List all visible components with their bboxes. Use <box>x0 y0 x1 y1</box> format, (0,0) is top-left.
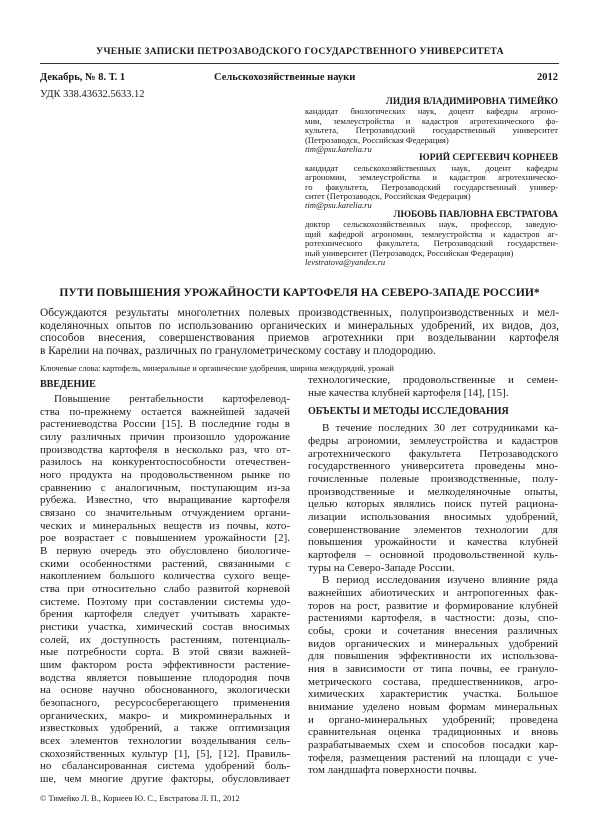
text-line: том ландшафта поверхности почвы. <box>308 764 477 777</box>
text-line: туры на Северо-Западе России. <box>308 561 455 574</box>
abstract-line: способов внесения, совершенствования приемов агротехники при возделывании картофеля <box>40 332 559 345</box>
authors-block <box>305 98 558 267</box>
text-line: органических, макро- и микроминеральных и <box>40 709 290 722</box>
author-affiliation-line: го факультета, Петрозаводский государственный универ- <box>305 181 558 192</box>
abstract-line: в Карелии на почвах, различных по гранулометрическому составу и плодородию. <box>40 344 436 357</box>
left-column <box>40 379 290 786</box>
text-line: производственные и мелкоделяночные опыты, <box>308 485 558 498</box>
text-line: картофеля – основной продовольственной куль- <box>308 549 558 562</box>
text-line: системе. Поэтому при составлении системы удо- <box>40 595 290 608</box>
text-line: растениями картофеля, в частности: дозы, спо- <box>308 612 558 625</box>
text-line: солей, их доступность растениям, потенциаль- <box>40 633 290 646</box>
methods-paragraph-2 <box>308 574 558 777</box>
text-line: производства картофеля в несколько раз, что от- <box>40 443 290 456</box>
author-affiliation-line: культета, Петрозаводский государственный университет <box>305 125 558 136</box>
text-line: известковых удобрений, а также оптимизация <box>40 722 290 735</box>
text-line: тофеля, размещения растений на площади с уче- <box>308 751 558 764</box>
text-line: скими особенностями растений, связанными с <box>40 557 290 570</box>
text-line: сравнению с аналогичным, поступающим из-за <box>40 481 290 494</box>
text-line: но сбалансированная система удобрений боль- <box>40 760 290 773</box>
abstract <box>40 307 559 357</box>
text-line: повышения урожайности и качества клубней <box>308 536 558 549</box>
text-line: ческих и минеральных веществ из почвы, кото- <box>40 519 290 532</box>
author-affiliation-line: щий кафедрой агрономии, землеустройства и кадастров аг- <box>305 228 558 239</box>
text-line: растениеводства России [15]. В последние годы в <box>40 418 290 431</box>
text-line: собы, сроки и сочетания внесения различных <box>308 625 558 638</box>
text-line: внимание уделено новым формам минеральных <box>308 701 558 714</box>
author-email: tim@psu.karelia.ru <box>305 144 372 155</box>
text-line: лизации использования вносимых удобрений, <box>308 511 558 524</box>
author-affiliation-line: мии, землеустройства и кадастров агротехнического фа- <box>305 115 558 126</box>
text-line: ше, чем многие другие факторы, обусловливает <box>40 773 290 786</box>
text-line: ства при относительно слабо развитой корневой <box>40 583 290 596</box>
text-line: безопасного, ресурсосберегающего применения <box>40 697 290 710</box>
author-affiliation-line: доктор сельскохозяйственных наук, профессор, заведую- <box>305 219 558 230</box>
journal-title: УЧЕНЫЕ ЗАПИСКИ ПЕТРОЗАВОДСКОГО ГОСУДАРСТВЕННОГО УНИВЕРСИТЕТА <box>96 46 504 57</box>
text-line: шим фактором роста эффективности растение- <box>40 659 290 672</box>
text-line: ные качества клубней картофеля [14], [15]. <box>308 386 509 399</box>
author-affiliation-line: ный университет (Петрозаводск, Российская Федерация) <box>305 247 514 258</box>
abstract-line: Обсуждаются результаты многолетних полевых производственных, полупроизводственных и мел- <box>40 307 559 319</box>
text-line: всех элементов технологии возделывания сель- <box>40 735 290 748</box>
text-line: сравнительная оценка традиционных и вновь <box>308 726 558 739</box>
text-line: ного продукта на продовольственном рынке по <box>40 469 290 482</box>
text-line: разрабатываемых схем и способов посадки кар- <box>308 739 558 752</box>
text-line: В течение последних 30 лет сотрудниками ка- <box>322 422 558 435</box>
author-affiliation-line: агрономии, землеустройства и кадастров агротехническо- <box>305 172 558 183</box>
text-line: ристики участка, химический состав вносимых <box>40 621 290 634</box>
udk-code: УДК 338.43632.5633.12 <box>40 89 145 100</box>
text-line: химических характеристик участка. Большое <box>308 688 558 701</box>
author-affiliation-line: (Петрозаводск, Российская Федерация) <box>305 134 449 145</box>
text-line: В первую очередь это обусловлено биологиче- <box>40 545 290 558</box>
text-line: и органо-минеральных удобрений; проведена <box>308 713 558 726</box>
text-line: накоплением большого количества сухого веще- <box>40 570 290 583</box>
author-affiliation-line: ситет (Петрозаводск, Российская Федерация) <box>305 191 471 202</box>
text-line: брения картофеля следует учитывать характе- <box>40 608 290 621</box>
text-line: ные потребности сорта. В этой связи важней- <box>40 646 290 659</box>
text-line: метрического состава, предшественников, агро- <box>308 675 558 688</box>
author-name: ЮРИЙ СЕРГЕЕВИЧ КОРНЕЕВ <box>419 153 558 164</box>
right-column <box>308 374 558 777</box>
author-name: ЛЮБОВЬ ПАВЛОВНА ЕВСТРАТОВА <box>393 209 558 220</box>
section-heading-methods: ОБЪЕКТЫ И МЕТОДЫ ИССЛЕДОВАНИЯ <box>308 406 509 418</box>
header-divider <box>40 63 559 64</box>
text-line: гочисленные полевые производственные, полу- <box>308 473 558 486</box>
text-line: рубежа. Известно, что выращивание картофеля <box>40 494 290 507</box>
text-line: видов органических и минеральных удобрений <box>308 637 558 650</box>
text-line: рое возрастает с повышением урожайности [2]. <box>40 532 290 545</box>
text-line: силу различных причин произошло удорожание <box>40 431 290 444</box>
text-line: агротехнического факультета Петрозаводского <box>308 447 558 460</box>
text-line: В период исследования изучено влияние ряда <box>322 574 558 587</box>
text-line: федры агрономии, землеустройства и кадастров <box>308 435 558 448</box>
keywords: Ключевые слова: картофель, минеральные и органические удобрения, ширина междурядий, урожай <box>40 364 394 373</box>
author-name: ЛИДИЯ ВЛАДИМИРОВНА ТИМЕЙКО <box>385 97 558 107</box>
text-line: государственного университета проведены мно- <box>308 460 558 473</box>
author-affiliation-line: кандидат сельскохозяйственных наук, доцент кафедры <box>305 162 558 173</box>
introduction-continuation <box>308 374 558 399</box>
text-line: водства является повышение плодородия почв <box>40 671 290 684</box>
text-line: технологические, продовольственные и семен- <box>308 374 558 386</box>
copyright-notice: © Тимейко Л. В., Корнеев Ю. С., Евстратова Л. П., 2012 <box>40 794 240 803</box>
author-affiliation-line: кандидат биологических наук, доцент кафедры агроно- <box>305 106 558 117</box>
text-line: для повышения эффективности их использова- <box>308 650 558 663</box>
issue-year: 2012 <box>537 72 558 83</box>
text-line: Повышение рентабельности картофелевод- <box>54 393 290 405</box>
text-line: целью которых являлись поиск путей рациона- <box>308 498 558 511</box>
text-line: скохозяйственных культур [1], [5], [12]. Правиль- <box>40 747 290 760</box>
author-email: levstratova@yandex.ru <box>305 256 386 267</box>
text-line: ства по-прежнему остается важнейшей задачей <box>40 405 290 418</box>
text-line: на основе научно обоснованного, экологически <box>40 684 290 697</box>
article-title: ПУТИ ПОВЫШЕНИЯ УРОЖАЙНОСТИ КАРТОФЕЛЯ НА СЕВЕРО-ЗАПАДЕ РОССИИ* <box>59 286 540 299</box>
abstract-line: коделяночных опытов по использованию органических и минеральных удобрений, их видов, доз, <box>40 319 559 332</box>
text-line: разилось на конкурентоспособности отечествен- <box>40 456 290 469</box>
text-line: ния в зависимости от типа почвы, ее грануло- <box>308 663 558 676</box>
methods-paragraph-1 <box>308 422 558 574</box>
section-heading-introduction: ВВЕДЕНИЕ <box>40 379 96 390</box>
issue-info: Декабрь, № 8. Т. 1 <box>40 72 126 83</box>
text-line: совершенствование элементов технологии для <box>308 523 558 536</box>
text-line: важнейших абиотических и антропогенных фак- <box>308 587 558 600</box>
section-name: Сельскохозяйственные науки <box>214 72 356 83</box>
author-email: tim@psu.karelia.ru <box>305 200 372 211</box>
introduction-text <box>40 393 290 786</box>
author-affiliation-line: ротехнического факультета, Петрозаводский государствен- <box>305 238 558 249</box>
text-line: связано со значительным отчуждением органи- <box>40 507 290 520</box>
text-line: торов на рост, развитие и формирование клубней <box>308 599 558 612</box>
